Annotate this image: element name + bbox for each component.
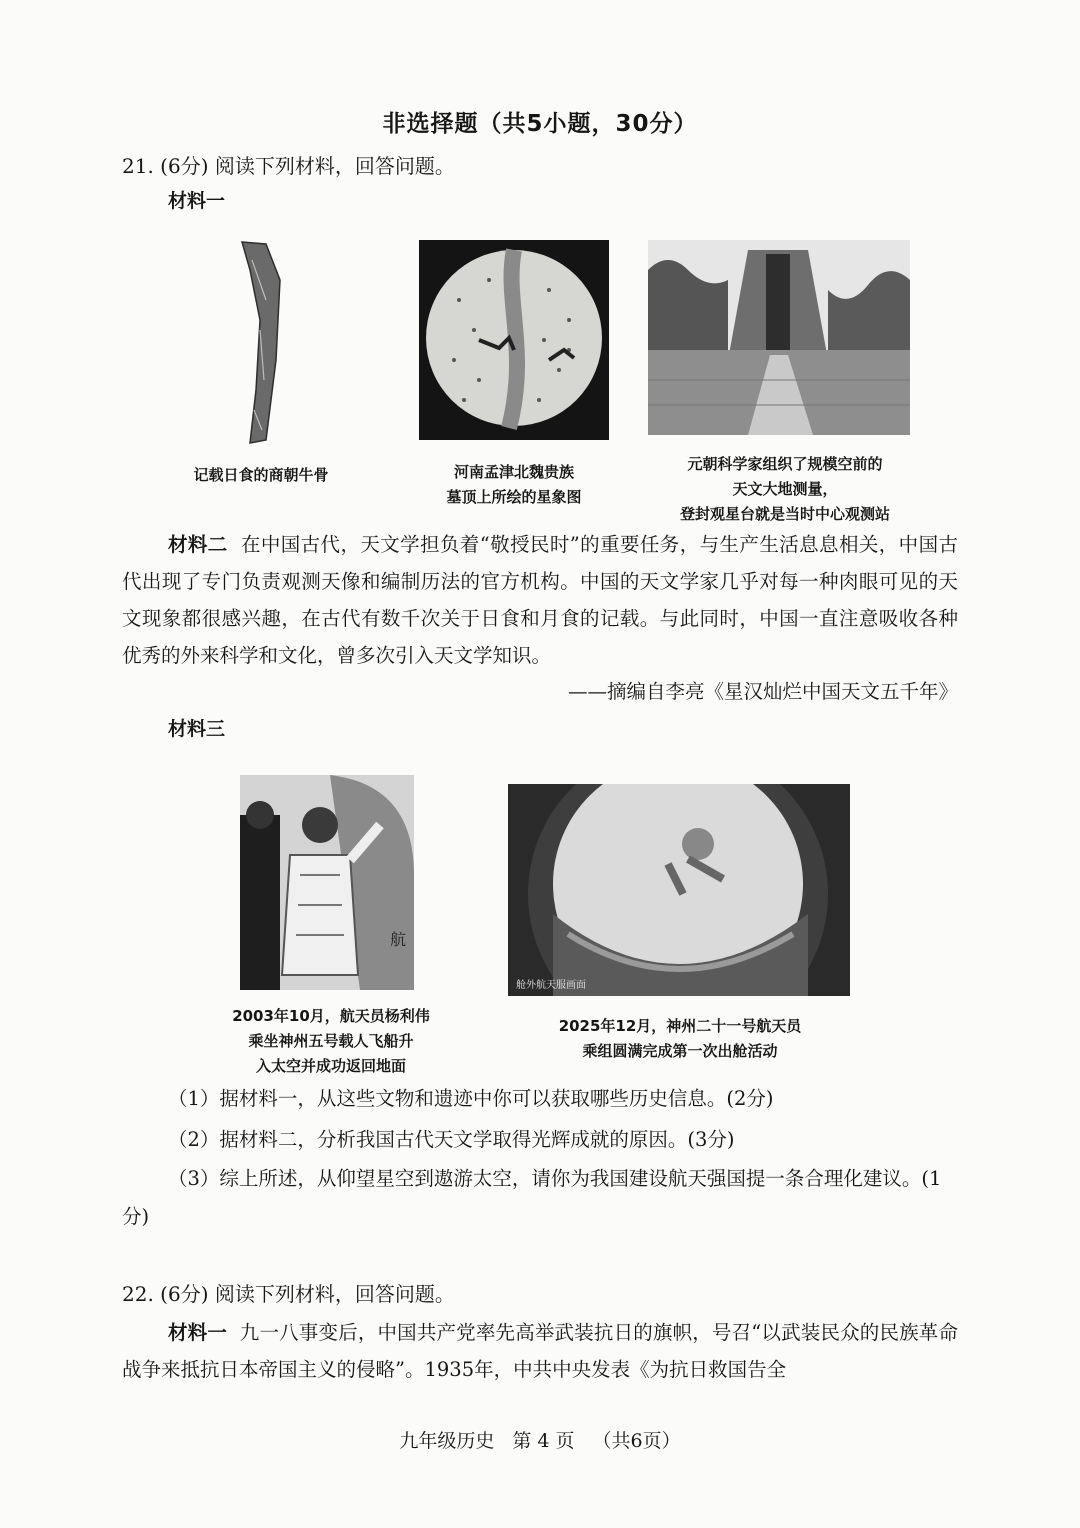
- footer-total: （共6页）: [592, 1430, 681, 1452]
- observatory-photo: [648, 240, 910, 435]
- yang-liwei-photo: [240, 775, 414, 990]
- oracle-bone-photo: [236, 240, 286, 445]
- material-2-text: 在中国古代，天文学担负着“敬授民时”的重要任务，与生产生活息息相关，中国古代出现了专门负责观测天像和编制历法的官方机构。中国的天文学家几乎对每一种肉眼可见的天文现象都很感兴趣，在古代有数千次关于日食和月食的记载。与此同时，中国一直注意吸收各种优秀的外来科学和文化，曾多次引入天文学知识。: [122, 533, 958, 667]
- spacewalk-watermark: 舱外航天服画面: [516, 980, 586, 991]
- caption-line: 墓顶上所绘的星象图: [446, 488, 582, 506]
- subquestion-1: （1）据材料一，从这些文物和遗迹中你可以获取哪些历史信息。(2分): [168, 1087, 774, 1110]
- spacewalk-photo: [508, 784, 850, 996]
- caption-line: 2003年10月，航天员杨利伟: [232, 1007, 430, 1025]
- caption-star-map: [404, 460, 624, 510]
- caption-oracle-bone: 记载日食的商朝牛骨: [193, 466, 329, 484]
- star-map-photo: [419, 240, 609, 440]
- caption-spacewalk: [520, 1014, 840, 1064]
- footer-subject: 九年级历史: [399, 1430, 495, 1452]
- hatch-character: 航: [390, 930, 407, 949]
- page-footer: [0, 1426, 1080, 1453]
- footer-page: 第 4 页: [512, 1430, 575, 1452]
- q22-material-1-paragraph: [122, 1314, 958, 1388]
- caption-line: 2025年12月，神州二十一号航天员: [558, 1017, 802, 1035]
- q22-material-1-label: 材料一: [168, 1321, 228, 1344]
- material-2-label: 材料二: [168, 533, 228, 556]
- q22-material-1-text: 九一八事变后，中国共产党率先高举武装抗日的旗帜，号召“以武装民众的民族革命战争来抵抗日本帝国主义的侵略”。1935年，中共中央发表《为抗日救国告全: [122, 1321, 958, 1381]
- section-title: 非选择题（共5小题，30分）: [382, 111, 698, 137]
- caption-line: 元朝科学家组织了规模空前的: [687, 455, 883, 473]
- question-22-heading: 22. (6分) 阅读下列材料，回答问题。: [122, 1282, 455, 1306]
- caption-yang-liwei: [206, 1004, 456, 1079]
- material-2-source: ——摘编自李亮《星汉灿烂中国天文五千年》: [567, 680, 958, 703]
- subquestion-3: （3）综上所述，从仰望星空到遨游太空，请你为我国建设航天强国提一条合理化建议。(1分): [122, 1167, 942, 1228]
- material-1-label: 材料一: [168, 190, 226, 212]
- question-21-heading: 21. (6分) 阅读下列材料，回答问题。: [122, 154, 455, 178]
- caption-observatory: [650, 452, 920, 527]
- material-2-paragraph: [122, 526, 958, 674]
- caption-line: 天文大地测量，: [732, 480, 838, 498]
- caption-line: 登封观星台就是当时中心观测站: [679, 505, 890, 523]
- subquestion-2: （2）据材料二，分析我国古代天文学取得光辉成就的原因。(3分): [168, 1128, 735, 1151]
- material-3-label: 材料三: [168, 718, 226, 740]
- caption-line: 乘坐神州五号载人飞船升: [248, 1032, 414, 1050]
- caption-line: 入太空并成功返回地面: [255, 1057, 406, 1075]
- caption-line: 河南孟津北魏贵族: [453, 463, 574, 481]
- caption-line: 乘组圆满完成第一次出舱活动: [582, 1042, 778, 1060]
